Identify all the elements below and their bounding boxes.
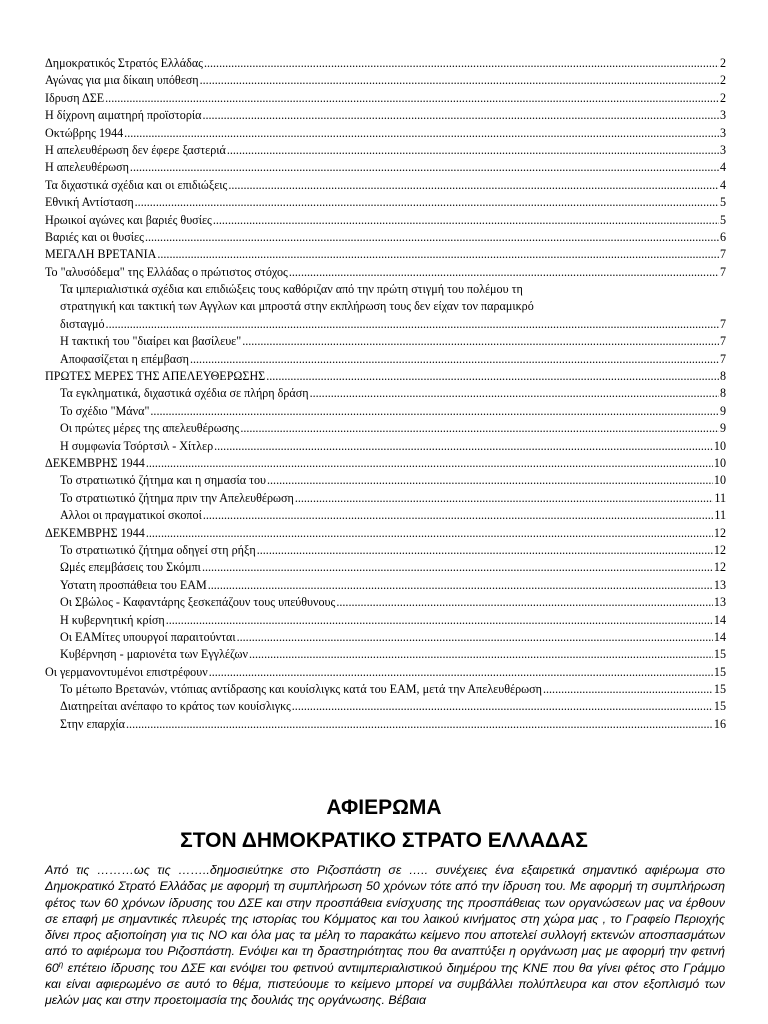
- toc-entry[interactable]: [45, 716, 726, 733]
- toc-leader-dots: [146, 525, 713, 542]
- toc-entry-title: Τα εγκληματικά, διχαστικά σχέδια σε πλήρη δράση: [60, 386, 309, 401]
- toc-leader-dots: [130, 159, 719, 176]
- toc-entry[interactable]: [45, 107, 726, 124]
- toc-leader-dots: [202, 107, 719, 124]
- toc-entry-title: Τα ιμπεριαλιστικά σχέδια και επιδιώξεις τους καθόριζαν από την πρώτη στιγμή του πολέμου τη: [60, 282, 523, 297]
- toc-entry-page: 13: [713, 595, 726, 610]
- toc-entry[interactable]: [45, 542, 726, 559]
- toc-leader-dots: [146, 455, 713, 472]
- toc-entry-title: Οι γερμανοντυμένοι επιστρέφουν: [45, 664, 208, 679]
- toc-entry-title: Ιδρυση ΔΣΕ: [45, 90, 105, 105]
- toc-leader-dots: [204, 55, 719, 72]
- toc-leader-dots: [242, 333, 719, 350]
- toc-entry-page: 14: [713, 612, 726, 627]
- toc-entry-title: Το στρατιωτικό ζήτημα πριν την Απελευθέρωση: [60, 490, 294, 505]
- toc-entry-page: 5: [719, 212, 726, 227]
- toc-entry-title: Ωμές επεμβάσεις του Σκόμπι: [60, 560, 201, 575]
- intro-ordinal-sup: η: [58, 959, 64, 969]
- toc-entry-page: 4: [719, 160, 726, 175]
- toc-entry-title: Η συμφωνία Τσόρτσιλ - Χίτλερ: [60, 438, 214, 453]
- toc-entry[interactable]: [45, 646, 726, 663]
- toc-leader-dots: [126, 716, 713, 733]
- toc-entry-title: δισταγμό: [60, 316, 105, 331]
- toc-leader-dots: [208, 577, 713, 594]
- toc-entry-page: 12: [713, 542, 726, 557]
- toc-entry[interactable]: [45, 229, 726, 246]
- toc-entry-page: 7: [719, 334, 726, 349]
- toc-entry-title: Η απελευθέρωση δεν έφερε ξαστεριά: [45, 142, 226, 157]
- toc-entry-title: Το "αλυσόδεμα" της Ελλάδας ο πρώτιστος στόχος: [45, 264, 288, 279]
- toc-entry[interactable]: [45, 594, 726, 611]
- toc-leader-dots: [336, 594, 713, 611]
- toc-entry[interactable]: [45, 664, 726, 681]
- toc-leader-dots: [289, 264, 719, 281]
- toc-entry[interactable]: [45, 385, 726, 402]
- toc-entry-title: Υστατη προσπάθεια του ΕΑΜ: [60, 577, 207, 592]
- toc-leader-dots: [213, 212, 719, 229]
- toc-entry[interactable]: [45, 681, 726, 698]
- toc-entry-title: Οι ΕΑΜίτες υπουργοί παραιτούνται: [60, 629, 236, 644]
- toc-entry[interactable]: [45, 403, 726, 420]
- toc-entry[interactable]: [45, 125, 726, 142]
- toc-leader-dots: [295, 490, 714, 507]
- toc-leader-dots: [292, 698, 713, 715]
- toc-leader-dots: [157, 246, 719, 263]
- toc-entry-page: 3: [719, 108, 726, 123]
- toc-entry[interactable]: [45, 333, 726, 350]
- toc-entry-title: Αγώνας για μια δίκαιη υπόθεση: [45, 73, 199, 88]
- toc-entry-title: Στην επαρχία: [60, 716, 126, 731]
- toc-leader-dots: [105, 90, 719, 107]
- toc-entry-title: Το σχέδιο "Μάνα": [60, 403, 150, 418]
- toc-leader-dots: [249, 646, 713, 663]
- toc-entry-page: 2: [719, 90, 726, 105]
- intro-text-part2: επέτειο ίδρυσης του ΔΣΕ και ενόψει του φετινού αντιιμπεριαλιστικού διημέρου της ΚΝΕ που θα γίνει φέτος στο Γράμμο και είναι αφιερωμένο σε αυτό το θέμα, πιστεύουμε το κείμενο μπορεί να συμβάλλει πολύπλευρα και στον εξοπλισμό των μελών μας και στην προετοιμασία της δουλιάς της οργάνωσης. Βέβαια: [45, 960, 725, 1008]
- toc-leader-dots: [209, 664, 713, 681]
- toc-leader-dots: [200, 72, 719, 89]
- toc-entry-title: Οκτώβρης 1944: [45, 125, 124, 140]
- toc-entry-title: ΔΕΚΕΜΒΡΗΣ 1944: [45, 455, 145, 470]
- toc-leader-dots: [310, 385, 719, 402]
- toc-entry-title: Το στρατιωτικό ζήτημα οδηγεί στη ρήξη: [60, 542, 256, 557]
- toc-entry-page: 16: [713, 716, 726, 731]
- toc-entry-page: 7: [719, 247, 726, 262]
- toc-entry-page: 2: [719, 56, 726, 70]
- toc-leader-dots: [145, 229, 719, 246]
- toc-leader-dots: [543, 681, 713, 698]
- toc-entry-title: ΠΡΩΤΕΣ ΜΕΡΕΣ ΤΗΣ ΑΠΕΛΕΥΘΕΡΩΣΗΣ: [45, 369, 266, 384]
- toc-entry-page: 11: [714, 508, 726, 523]
- toc-entry-page: 15: [713, 699, 726, 714]
- toc-entry-page: 7: [719, 351, 726, 366]
- toc-entry-page: 15: [713, 647, 726, 662]
- intro-paragraph: [45, 862, 725, 1009]
- toc-entry-title: ΜΕΓΑΛΗ ΒΡΕΤΑΝΙΑ: [45, 247, 157, 262]
- toc-entry[interactable]: [45, 177, 726, 194]
- toc-entry-title: Η τακτική του "διαίρει και βασίλευε": [60, 334, 242, 349]
- toc-entry[interactable]: [45, 212, 726, 229]
- toc-entry-page: 13: [713, 577, 726, 592]
- toc-entry-title: Βαριές και οι θυσίες: [45, 229, 144, 244]
- toc-entry-title: στρατηγική και τακτική των Αγγλων και μπροστά στην εκπλήρωση τους δεν είχαν τον παραμικρό: [60, 299, 534, 314]
- toc-entry-title: Η δίχρονη αιματηρή προϊστορία: [45, 108, 202, 123]
- toc-entry-page: 10: [713, 473, 726, 488]
- toc-entry-title: Η απελευθέρωση: [45, 160, 129, 175]
- toc-leader-dots: [150, 403, 719, 420]
- toc-leader-dots: [237, 629, 713, 646]
- toc-entry[interactable]: [45, 281, 726, 298]
- toc-entry[interactable]: [45, 194, 726, 211]
- toc-leader-dots: [166, 612, 713, 629]
- toc-entry[interactable]: [45, 525, 726, 542]
- toc-entry-page: 7: [719, 316, 726, 331]
- toc-entry[interactable]: [45, 246, 726, 263]
- toc-entry[interactable]: [45, 507, 726, 524]
- toc-entry[interactable]: [45, 577, 726, 594]
- toc-entry[interactable]: [45, 698, 726, 715]
- toc-entry-page: 4: [719, 177, 726, 192]
- toc-leader-dots: [203, 507, 714, 524]
- toc-entry-page: 15: [713, 682, 726, 697]
- toc-entry[interactable]: [45, 455, 726, 472]
- toc-leader-dots: [267, 472, 713, 489]
- toc-entry-title: Διατηρείται ανέπαφο το κράτος των κουίσλιγκς: [60, 699, 291, 714]
- toc-leader-dots: [240, 420, 719, 437]
- toc-entry[interactable]: [45, 490, 726, 507]
- toc-entry-title: Οι πρώτες μέρες της απελευθέρωσης: [60, 421, 240, 436]
- toc-entry-page: 9: [719, 403, 726, 418]
- toc-leader-dots: [257, 542, 713, 559]
- toc-entry-page: 2: [719, 73, 726, 88]
- toc-entry-title: Κυβέρνηση - μαριονέτα των Εγγλέζων: [60, 647, 248, 662]
- toc-entry[interactable]: [45, 612, 726, 629]
- toc-entry-page: 5: [719, 195, 726, 210]
- toc-entry-page: 14: [713, 629, 726, 644]
- toc-entry-page: 7: [719, 264, 726, 279]
- intro-text-part1: Από τις ………ως τις ……..δημοσιεύτηκε στο Ριζοσπάστη σε ….. συνέχειες ένα εξαιρετικά σημαντικό αφιέρωμα στο Δημοκρατικό Στρατό Ελλάδας με αφορμή τη συμπλήρωση 50 χρόνων τότε από την ίδρυση του. Με αφορμή τη συμπλήρωση φέτος των 60 χρόνων ίδρυσης του ΔΣΕ και στην προσπάθεια ενίσχυσης της προσπάθειας των οργανώσεων μας να έρθουν σε επαφή με σημαντικές πλευρές της ιστορίας του Κόμματος και του λαικού κινήματος στη χώρα μας , το Γραφείο Περιοχής δίνει προς αξιοποίηση για τις ΝΟ και όλα μας τα μέλη το παρακάτω κείμενο που αποτελεί συλλογή εκτενών αποσπασμάτων από το αφιέρωμα του Ριζοσπάστη. Ενόψει και τη δραστηριότητας που θα αναπτύξει η οργάνωση μας με αφορμή την φετινή 60: [45, 863, 725, 975]
- toc-entry[interactable]: [45, 472, 726, 489]
- toc-leader-dots: [228, 177, 719, 194]
- toc-entry-page: 3: [719, 125, 726, 140]
- toc-entry-title: Το στρατιωτικό ζήτημα και η σημασία του: [60, 473, 266, 488]
- table-of-contents: [45, 55, 726, 733]
- toc-entry[interactable]: [45, 142, 726, 159]
- toc-leader-dots: [202, 559, 713, 576]
- toc-entry[interactable]: [45, 559, 726, 576]
- toc-entry-title: Οι Σβώλος - Καφαντάρης ξεσκεπάζουν τους υπεύθυνους: [60, 595, 336, 610]
- toc-entry[interactable]: [45, 159, 726, 176]
- toc-entry[interactable]: [45, 351, 726, 368]
- toc-leader-dots: [227, 142, 719, 159]
- dedication-heading: ΑΦΙΕΡΩΜΑ: [326, 796, 442, 819]
- toc-entry-page: 12: [713, 560, 726, 575]
- toc-entry-title: Εθνική Αντίσταση: [45, 195, 134, 210]
- toc-entry[interactable]: [45, 629, 726, 646]
- toc-entry-page: 10: [713, 438, 726, 453]
- toc-leader-dots: [106, 316, 719, 333]
- toc-entry-page: 8: [719, 369, 726, 384]
- toc-entry[interactable]: [45, 368, 726, 385]
- toc-entry-title: Η κυβερνητική κρίση: [60, 612, 165, 627]
- toc-entry-page: 3: [719, 142, 726, 157]
- toc-entry-page: 12: [713, 525, 726, 540]
- toc-entry[interactable]: [45, 72, 726, 89]
- toc-entry-title: Τα διχαστικά σχέδια και οι επιδιώξεις: [45, 177, 228, 192]
- toc-entry-page: 9: [719, 421, 726, 436]
- toc-entry[interactable]: [45, 55, 726, 72]
- toc-entry-title: Αλλοι οι πραγματικοί σκοποί: [60, 508, 202, 523]
- toc-entry-page: 15: [713, 664, 726, 679]
- toc-entry-title: ΔΕΚΕΜΒΡΗΣ 1944: [45, 525, 145, 540]
- toc-entry[interactable]: [45, 90, 726, 107]
- toc-entry-title: Δημοκρατικός Στρατός Ελλάδας: [45, 56, 203, 70]
- toc-entry-page: 6: [719, 229, 726, 244]
- toc-entry-title: Ηρωικοί αγώνες και βαριές θυσίες: [45, 212, 212, 227]
- toc-entry-page: 8: [719, 386, 726, 401]
- toc-entry[interactable]: [45, 316, 726, 333]
- toc-entry[interactable]: [45, 264, 726, 281]
- toc-entry-title: Το μέτωπο Βρετανών, ντόπιας αντίδρασης και κουίσλιγκς κατά του ΕΑΜ, μετά την Απελευθέρωση: [60, 682, 542, 697]
- toc-entry-page: 11: [714, 490, 726, 505]
- toc-leader-dots: [214, 438, 713, 455]
- toc-entry[interactable]: [45, 298, 726, 315]
- toc-entry-title: Αποφασίζεται η επέμβαση: [60, 351, 189, 366]
- toc-entry[interactable]: [45, 438, 726, 455]
- toc-leader-dots: [266, 368, 719, 385]
- toc-entry[interactable]: [45, 420, 726, 437]
- toc-entry-page: 10: [713, 455, 726, 470]
- toc-leader-dots: [124, 125, 719, 142]
- dedication-subheading: ΣΤΟΝ ΔΗΜΟΚΡΑΤΙΚΟ ΣΤΡΑΤΟ ΕΛΛΑΔΑΣ: [180, 829, 588, 852]
- toc-leader-dots: [190, 351, 719, 368]
- toc-leader-dots: [135, 194, 719, 211]
